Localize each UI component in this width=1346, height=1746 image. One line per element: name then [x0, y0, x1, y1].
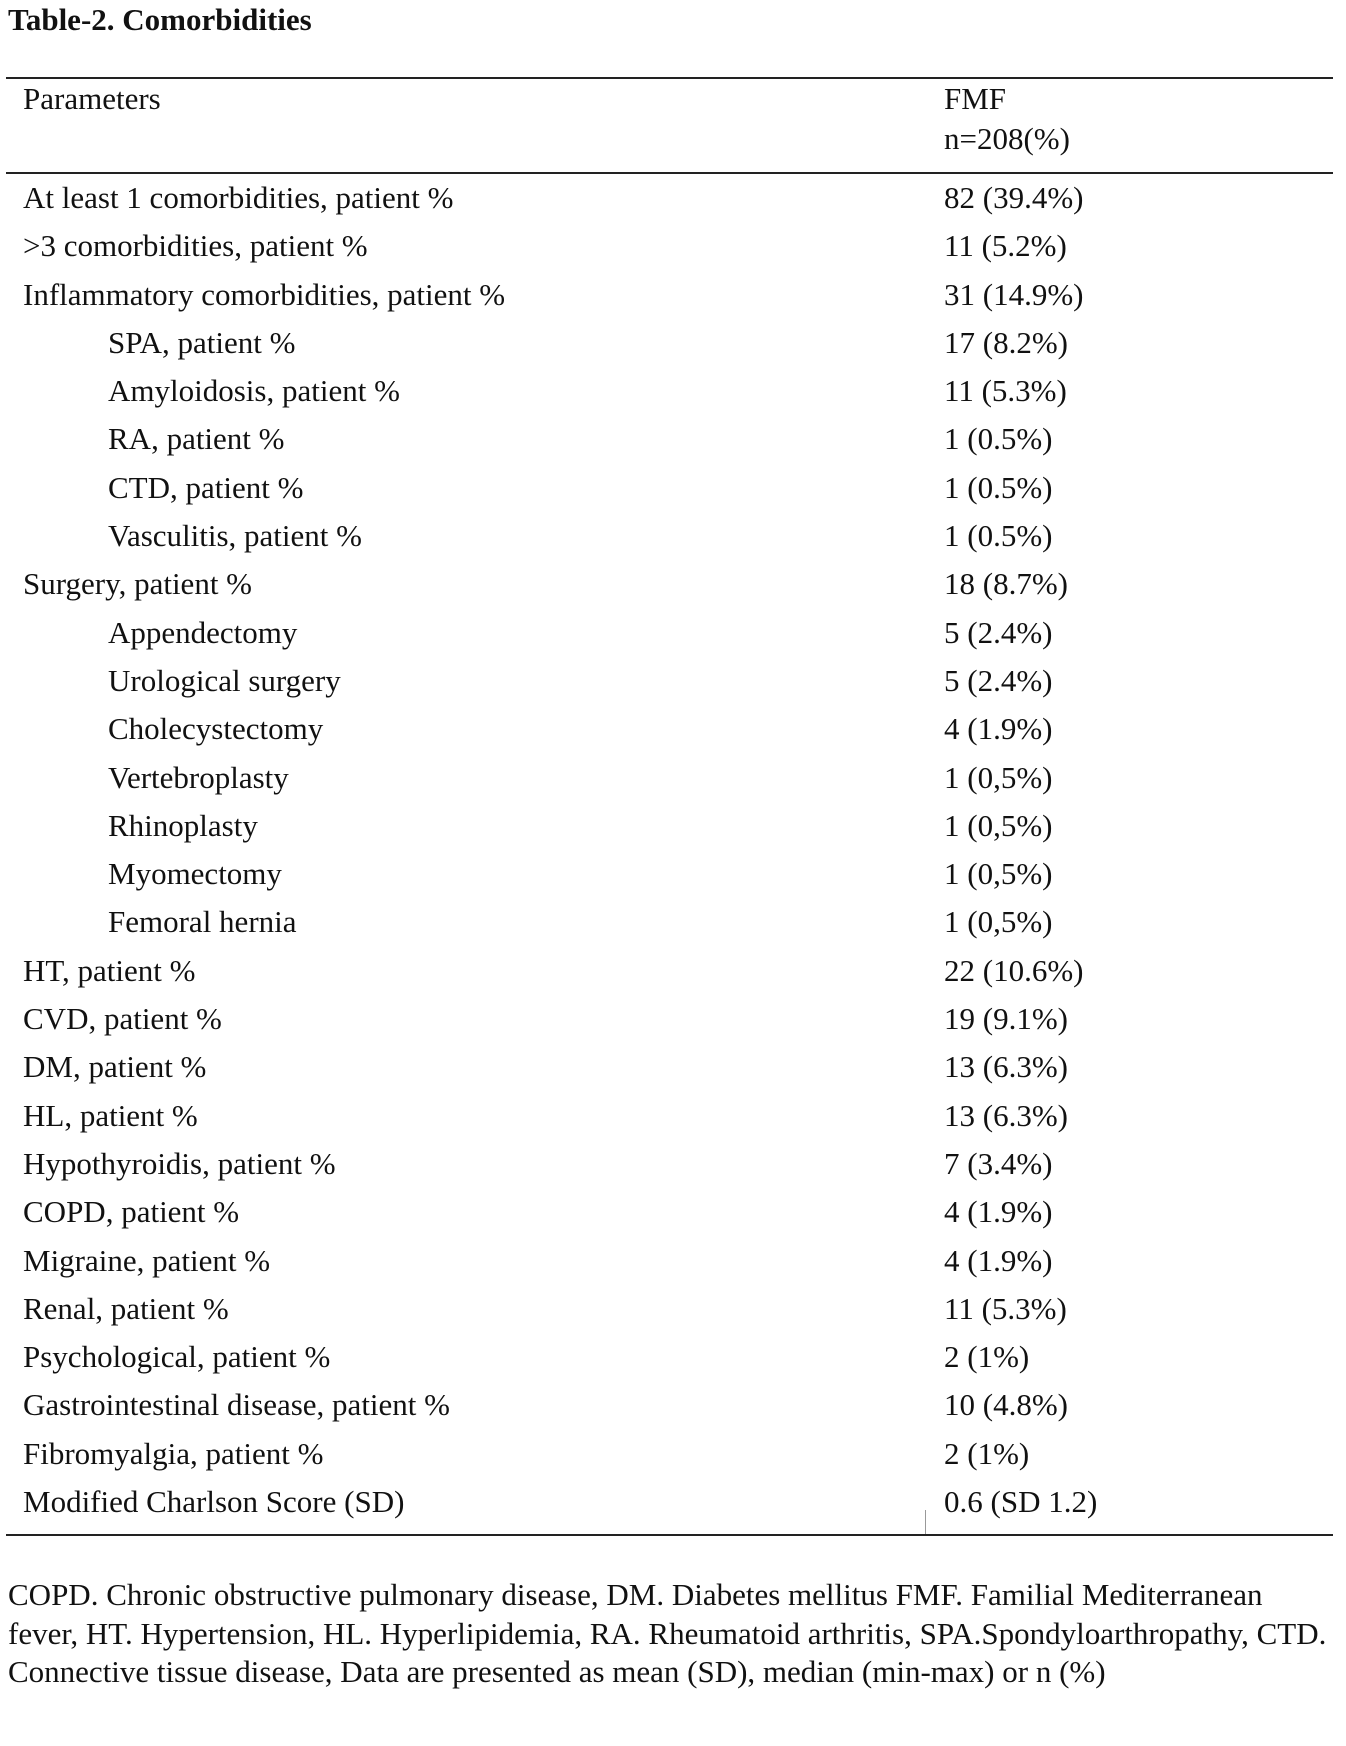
table-row	[0, 417, 1346, 465]
table-row	[0, 1480, 1346, 1528]
header-fmf	[944, 79, 1070, 159]
row-fmf-value: 17 (8.2%)	[944, 324, 1068, 360]
row-parameter: CTD, patient %	[108, 469, 304, 505]
table-row	[0, 321, 1346, 369]
header-fmf-n: n=208(%)	[944, 121, 1070, 156]
header-fmf-label: FMF	[944, 81, 1007, 116]
table-row	[0, 900, 1346, 948]
table-row	[0, 1239, 1346, 1287]
row-fmf-value: 10 (4.8%)	[944, 1387, 1068, 1423]
table-row	[0, 224, 1346, 272]
table-row	[0, 997, 1346, 1045]
table-row	[0, 369, 1346, 417]
row-fmf-value: 11 (5.3%)	[944, 373, 1067, 409]
table-row	[0, 1094, 1346, 1142]
row-fmf-value: 4 (1.9%)	[944, 1242, 1053, 1278]
table-row	[0, 273, 1346, 321]
row-fmf-value: 2 (1%)	[944, 1339, 1030, 1375]
row-fmf-value: 22 (10.6%)	[944, 952, 1084, 988]
row-fmf-value: 2 (1%)	[944, 1435, 1030, 1471]
row-fmf-value: 82 (39.4%)	[944, 180, 1084, 215]
row-parameter: Gastrointestinal disease, patient %	[23, 1387, 450, 1423]
table-caption: Table-2. Comorbidities	[8, 2, 312, 37]
row-fmf-value: 11 (5.3%)	[944, 1290, 1067, 1326]
table-row	[0, 804, 1346, 852]
table-body	[0, 176, 1346, 1528]
table-row	[0, 1142, 1346, 1190]
row-fmf-value: 4 (1.9%)	[944, 1194, 1053, 1230]
table-row	[0, 949, 1346, 997]
row-parameter: Appendectomy	[108, 614, 298, 650]
row-parameter: Surgery, patient %	[23, 566, 253, 602]
row-fmf-value: 1 (0,5%)	[944, 759, 1053, 795]
table-row	[0, 466, 1346, 514]
row-parameter: Psychological, patient %	[23, 1339, 331, 1375]
row-parameter: At least 1 comorbidities, patient %	[23, 180, 454, 215]
table-row	[0, 514, 1346, 562]
row-fmf-value: 1 (0.5%)	[944, 421, 1053, 457]
row-parameter: Vasculitis, patient %	[108, 518, 362, 554]
row-parameter: Cholecystectomy	[108, 711, 324, 747]
row-parameter: Hypothyroidis, patient %	[23, 1145, 336, 1181]
row-fmf-value: 11 (5.2%)	[944, 228, 1067, 264]
table-row	[0, 756, 1346, 804]
row-fmf-value: 1 (0,5%)	[944, 807, 1053, 843]
row-parameter: SPA, patient %	[108, 324, 296, 360]
row-parameter: RA, patient %	[108, 421, 285, 457]
table-row	[0, 562, 1346, 610]
row-fmf-value: 13 (6.3%)	[944, 1097, 1068, 1133]
row-fmf-value: 5 (2.4%)	[944, 614, 1053, 650]
row-fmf-value: 31 (14.9%)	[944, 276, 1084, 312]
row-fmf-value: 4 (1.9%)	[944, 711, 1053, 747]
row-fmf-value: 13 (6.3%)	[944, 1049, 1068, 1085]
row-parameter: CVD, patient %	[23, 1001, 222, 1037]
row-parameter: Femoral hernia	[108, 904, 297, 940]
row-parameter: Modified Charlson Score (SD)	[23, 1484, 405, 1520]
row-parameter: HT, patient %	[23, 952, 196, 988]
table-bottom-rule	[6, 1534, 1333, 1536]
header-parameters: Parameters	[23, 81, 161, 116]
table-row	[0, 1335, 1346, 1383]
row-parameter: Fibromyalgia, patient %	[23, 1435, 324, 1471]
row-parameter: DM, patient %	[23, 1049, 207, 1085]
row-fmf-value: 5 (2.4%)	[944, 662, 1053, 698]
row-parameter: Myomectomy	[108, 856, 282, 892]
row-parameter: Urological surgery	[108, 662, 341, 698]
table-row	[0, 611, 1346, 659]
row-parameter: COPD, patient %	[23, 1194, 240, 1230]
row-fmf-value: 0.6 (SD 1.2)	[944, 1484, 1098, 1520]
row-parameter: Amyloidosis, patient %	[108, 373, 400, 409]
row-fmf-value: 7 (3.4%)	[944, 1145, 1053, 1181]
row-fmf-value: 1 (0.5%)	[944, 518, 1053, 554]
table-row	[0, 176, 1346, 224]
column-divider	[925, 1510, 926, 1535]
table-row	[0, 1383, 1346, 1431]
row-parameter: Vertebroplasty	[108, 759, 289, 795]
row-fmf-value: 1 (0,5%)	[944, 904, 1053, 940]
row-parameter: Renal, patient %	[23, 1290, 229, 1326]
table-row	[0, 707, 1346, 755]
table-row	[0, 852, 1346, 900]
table-footnote: COPD. Chronic obstructive pulmonary disease, DM. Diabetes mellitus FMF. Familial Mediterranean fever, HT. Hypertension, HL. Hyperlipidemia, RA. Rheumatoid arthritis, SPA.Spondyloarthropathy, CTD. Connective tissue disease, Data are presented as mean (SD), median (min-max) or n (%)	[8, 1577, 1327, 1689]
row-fmf-value: 18 (8.7%)	[944, 566, 1068, 602]
table-row	[0, 659, 1346, 707]
table-header-rule	[6, 172, 1333, 174]
row-parameter: Rhinoplasty	[108, 807, 258, 843]
row-fmf-value: 1 (0,5%)	[944, 856, 1053, 892]
row-fmf-value: 1 (0.5%)	[944, 469, 1053, 505]
row-parameter: Migraine, patient %	[23, 1242, 271, 1278]
table-row	[0, 1287, 1346, 1335]
table-row	[0, 1045, 1346, 1093]
table-top-rule	[6, 77, 1333, 79]
row-fmf-value: 19 (9.1%)	[944, 1001, 1068, 1037]
table-row	[0, 1190, 1346, 1238]
row-parameter: Inflammatory comorbidities, patient %	[23, 276, 506, 312]
row-parameter: HL, patient %	[23, 1097, 198, 1133]
table-row	[0, 1432, 1346, 1480]
row-parameter: >3 comorbidities, patient %	[23, 228, 368, 264]
